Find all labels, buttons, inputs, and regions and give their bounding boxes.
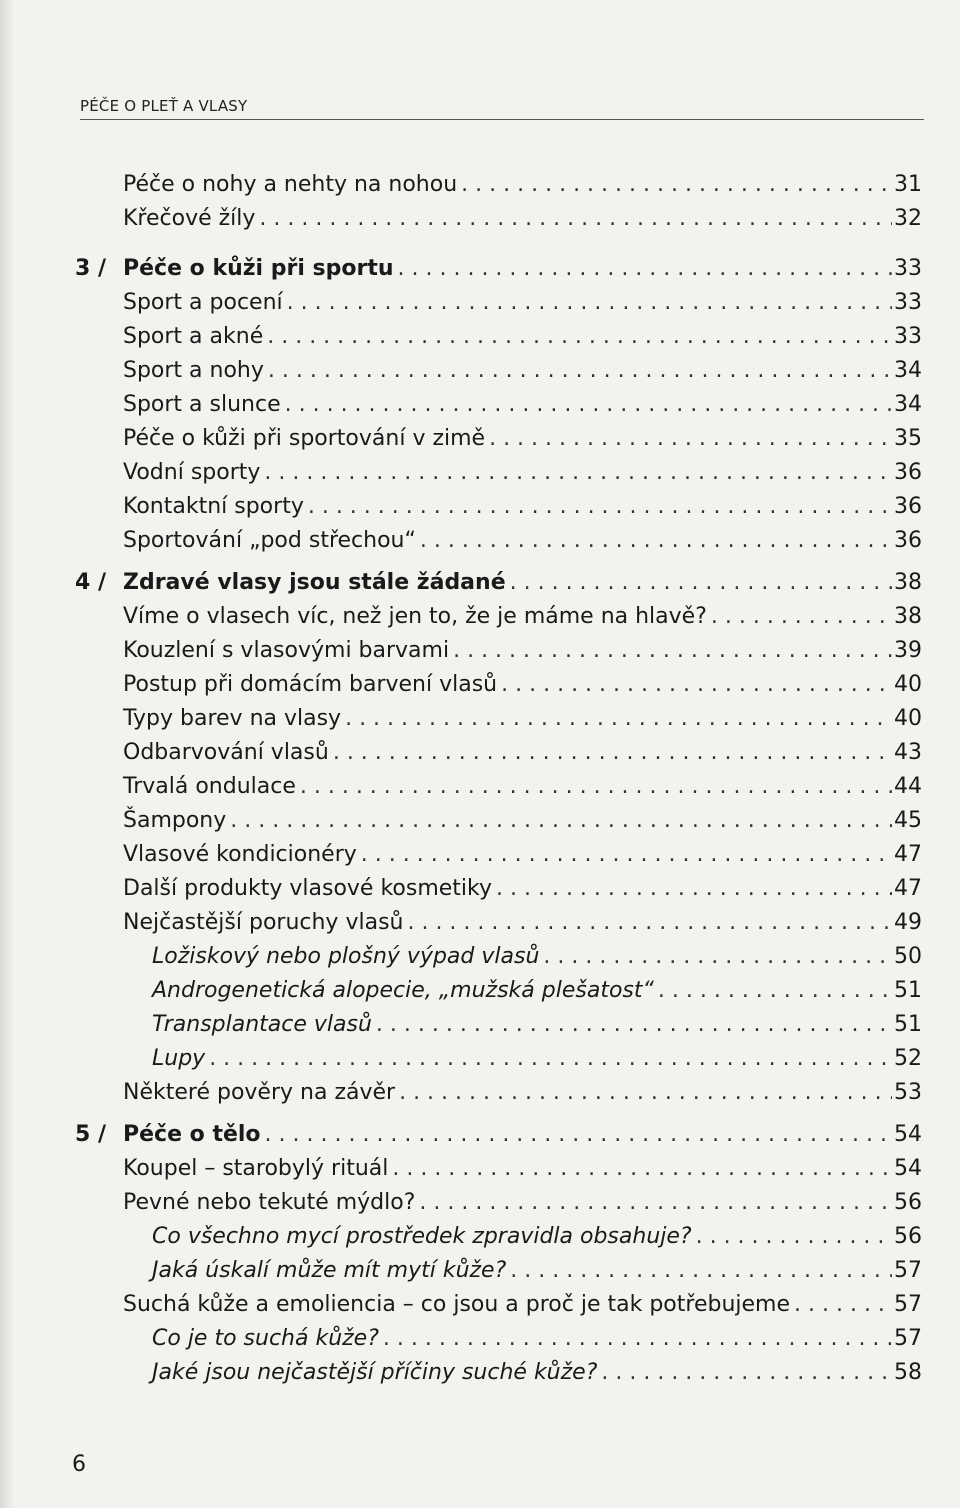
toc-entry-title: Trvalá ondulace: [123, 774, 296, 799]
toc-entry: [0, 906, 960, 940]
toc-entry-page: 34: [894, 358, 922, 383]
toc-entry-page: 33: [894, 256, 922, 281]
toc-entry-line: [123, 168, 922, 202]
dot-leader: [265, 1118, 892, 1152]
toc-entry-title: Lupy: [152, 1046, 206, 1071]
toc-entry-page: 36: [894, 460, 922, 485]
toc-entry-line: [123, 1288, 922, 1322]
toc-entry-page: 33: [894, 290, 922, 315]
toc-entry: [0, 566, 960, 600]
dot-leader: [696, 1220, 892, 1254]
toc-entry-title: Péče o kůži při sportování v zimě: [123, 426, 486, 451]
toc-entry-line: [152, 1042, 922, 1076]
toc-entry: [0, 668, 960, 702]
toc-entry-title: Co je to suchá kůže?: [152, 1326, 379, 1351]
toc-entry-title: Kouzlení s vlasovými barvami: [123, 638, 450, 663]
toc-entry-title: Postup při domácím barvení vlasů: [123, 672, 498, 697]
toc-entry-title: Vlasové kondicionéry: [123, 842, 357, 867]
toc-entry-line: [123, 456, 922, 490]
toc-entry-title: Šampony: [123, 808, 227, 833]
dot-leader: [501, 668, 892, 702]
toc-entry-page: 56: [894, 1224, 922, 1249]
toc-entry: [0, 1288, 960, 1322]
toc-entry: [0, 1254, 960, 1288]
toc-entry-line: [152, 974, 922, 1008]
dot-leader: [419, 1186, 892, 1220]
toc-entry: [0, 1152, 960, 1186]
toc-entry: [0, 202, 960, 236]
toc-entry: [0, 354, 960, 388]
toc-entry-page: 58: [894, 1360, 922, 1385]
dot-leader: [268, 354, 892, 388]
toc-entry: [0, 388, 960, 422]
dot-leader: [399, 1076, 892, 1110]
toc-entry-page: 57: [894, 1258, 922, 1283]
toc-entry: [0, 838, 960, 872]
toc-entry: [0, 770, 960, 804]
toc-entry-title: Křečové žíly: [123, 206, 256, 231]
toc-entry-title: Suchá kůže a emoliencia – co jsou a proč je tak potřebujeme: [123, 1292, 791, 1317]
toc-entry-page: 38: [894, 604, 922, 629]
toc-entry-line: [123, 566, 922, 600]
dot-leader: [383, 1322, 892, 1356]
toc-entry-page: 43: [894, 740, 922, 765]
dot-leader: [308, 490, 892, 524]
toc-entry-page: 34: [894, 392, 922, 417]
toc-entry-page: 36: [894, 494, 922, 519]
toc-entry-line: [123, 252, 922, 286]
toc-entry-page: 54: [894, 1122, 922, 1147]
dot-leader: [259, 202, 892, 236]
dot-leader: [510, 1254, 892, 1288]
toc-entry-title: Koupel – starobylý rituál: [123, 1156, 389, 1181]
dot-leader: [287, 286, 892, 320]
chapter-number: 4 /: [75, 570, 107, 595]
toc-entry-title: Typy barev na vlasy: [123, 706, 342, 731]
toc-entry-line: [123, 634, 922, 668]
dot-leader: [543, 940, 892, 974]
toc-entry-line: [123, 202, 922, 236]
dot-leader: [794, 1288, 892, 1322]
toc-entry-page: 44: [894, 774, 922, 799]
dot-leader: [420, 524, 892, 558]
toc-entry-page: 53: [894, 1080, 922, 1105]
dot-leader: [407, 906, 892, 940]
toc-entry-line: [152, 1356, 922, 1390]
toc-entry-line: [123, 770, 922, 804]
running-header-title: PÉČE O PLEŤ A VLASY: [80, 97, 248, 115]
toc-entry-line: [123, 872, 922, 906]
toc-entry: [0, 1042, 960, 1076]
toc-entry-title: Androgenetická alopecie, „mužská plešatost“: [152, 978, 654, 1003]
toc-entry: [0, 940, 960, 974]
toc-entry-title: Odbarvování vlasů: [123, 740, 329, 765]
toc-entry: [0, 1322, 960, 1356]
toc-entry-page: 56: [894, 1190, 922, 1215]
toc-entry-line: [123, 1118, 922, 1152]
dot-leader: [392, 1152, 892, 1186]
toc-entry-page: 33: [894, 324, 922, 349]
toc-entry-page: 35: [894, 426, 922, 451]
toc-entry-line: [123, 524, 922, 558]
toc-entry: [0, 736, 960, 770]
toc-entry: [0, 252, 960, 286]
dot-leader: [333, 736, 892, 770]
toc-entry-line: [123, 1152, 922, 1186]
toc-entry-line: [123, 1076, 922, 1110]
toc-entry-page: 57: [894, 1326, 922, 1351]
toc-entry-line: [123, 388, 922, 422]
toc-entry: [0, 168, 960, 202]
dot-leader: [285, 388, 892, 422]
toc-entry: [0, 422, 960, 456]
toc-entry-title: Péče o nohy a nehty na nohou: [123, 172, 458, 197]
toc-entry-title: Sport a akné: [123, 324, 264, 349]
toc-entry-line: [123, 422, 922, 456]
toc-entry-line: [152, 1322, 922, 1356]
toc-entry-title: Nejčastější poruchy vlasů: [123, 910, 404, 935]
dot-leader: [345, 702, 892, 736]
toc-entry-title: Ložiskový nebo plošný výpad vlasů: [152, 944, 540, 969]
toc-entry-page: 45: [894, 808, 922, 833]
toc-entry: [0, 702, 960, 736]
toc-entry: [0, 456, 960, 490]
dot-leader: [496, 872, 892, 906]
toc-entry: [0, 286, 960, 320]
toc-entry: [0, 1076, 960, 1110]
toc-entry-line: [123, 804, 922, 838]
toc-entry: [0, 524, 960, 558]
dot-leader: [264, 456, 892, 490]
toc-entry-title: Víme o vlasech víc, než jen to, že je máme na hlavě?: [123, 604, 707, 629]
toc-entry: [0, 1356, 960, 1390]
toc-entry-page: 40: [894, 706, 922, 731]
dot-leader: [453, 634, 892, 668]
toc-entry-page: 51: [894, 978, 922, 1003]
chapter-number: 5 /: [75, 1122, 107, 1147]
toc-entry: [0, 974, 960, 1008]
toc-entry-title: Některé pověry na závěr: [123, 1080, 396, 1105]
dot-leader: [658, 974, 892, 1008]
toc-entry-title: Pevné nebo tekuté mýdlo?: [123, 1190, 416, 1215]
toc-entry: [0, 1118, 960, 1152]
toc-entry: [0, 634, 960, 668]
dot-leader: [461, 168, 892, 202]
toc-entry: [0, 320, 960, 354]
toc-entry-page: 52: [894, 1046, 922, 1071]
toc-entry: [0, 600, 960, 634]
dot-leader: [510, 566, 892, 600]
toc-entry-page: 40: [894, 672, 922, 697]
dot-leader: [398, 252, 892, 286]
toc-entry-line: [123, 286, 922, 320]
toc-entry-page: 50: [894, 944, 922, 969]
toc-entry-page: 31: [894, 172, 922, 197]
toc-entry: [0, 872, 960, 906]
toc-entry-line: [123, 838, 922, 872]
toc-entry-line: [123, 1186, 922, 1220]
dot-leader: [267, 320, 892, 354]
toc-entry-page: 57: [894, 1292, 922, 1317]
toc-entry-page: 49: [894, 910, 922, 935]
toc-entry-line: [152, 1008, 922, 1042]
toc-entry-line: [123, 354, 922, 388]
toc-entry-line: [123, 490, 922, 524]
toc-entry-page: 36: [894, 528, 922, 553]
toc-entry-title: Zdravé vlasy jsou stále žádané: [123, 570, 506, 595]
toc-entry-title: Jaká úskalí může mít mytí kůže?: [152, 1258, 507, 1283]
toc-entry-title: Sport a pocení: [123, 290, 283, 315]
page-number: 6: [72, 1452, 86, 1477]
dot-leader: [601, 1356, 892, 1390]
toc-entry-page: 39: [894, 638, 922, 663]
dot-leader: [300, 770, 892, 804]
toc-entry-page: 47: [894, 876, 922, 901]
toc-entry-title: Sport a nohy: [123, 358, 264, 383]
toc-entry: [0, 1008, 960, 1042]
toc-entry-title: Transplantace vlasů: [152, 1012, 372, 1037]
toc-entry-line: [152, 1220, 922, 1254]
toc-entry: [0, 1220, 960, 1254]
running-header: [80, 96, 924, 120]
toc-entry-line: [123, 906, 922, 940]
toc-entry-page: 51: [894, 1012, 922, 1037]
toc-entry-title: Kontaktní sporty: [123, 494, 304, 519]
toc-entry-title: Vodní sporty: [123, 460, 261, 485]
dot-leader: [376, 1008, 892, 1042]
chapter-number: 3 /: [75, 256, 107, 281]
dot-leader: [711, 600, 892, 634]
toc-entry-page: 47: [894, 842, 922, 867]
toc-entry-line: [123, 600, 922, 634]
toc-entry-line: [123, 736, 922, 770]
dot-leader: [230, 804, 892, 838]
toc-entry-line: [152, 1254, 922, 1288]
toc-entry-title: Co všechno mycí prostředek zpravidla obsahuje?: [152, 1224, 692, 1249]
toc-entry-title: Péče o tělo: [123, 1122, 261, 1147]
toc-entry-page: 32: [894, 206, 922, 231]
dot-leader: [361, 838, 892, 872]
toc-entry-title: Další produkty vlasové kosmetiky: [123, 876, 493, 901]
toc-entry-title: Péče o kůži při sportu: [123, 256, 394, 281]
toc-entry: [0, 1186, 960, 1220]
toc-entry-page: 54: [894, 1156, 922, 1181]
toc-entry: [0, 804, 960, 838]
dot-leader: [489, 422, 892, 456]
toc-entry-line: [152, 940, 922, 974]
toc-entry: [0, 490, 960, 524]
toc-entry-title: Sportování „pod střechou“: [123, 528, 416, 553]
toc-entry-title: Jaké jsou nejčastější příčiny suché kůže?: [152, 1360, 598, 1385]
dot-leader: [209, 1042, 892, 1076]
toc-entry-line: [123, 320, 922, 354]
toc-entry-page: 38: [894, 570, 922, 595]
toc-entry-line: [123, 702, 922, 736]
toc-entry-line: [123, 668, 922, 702]
toc-entry-title: Sport a slunce: [123, 392, 281, 417]
